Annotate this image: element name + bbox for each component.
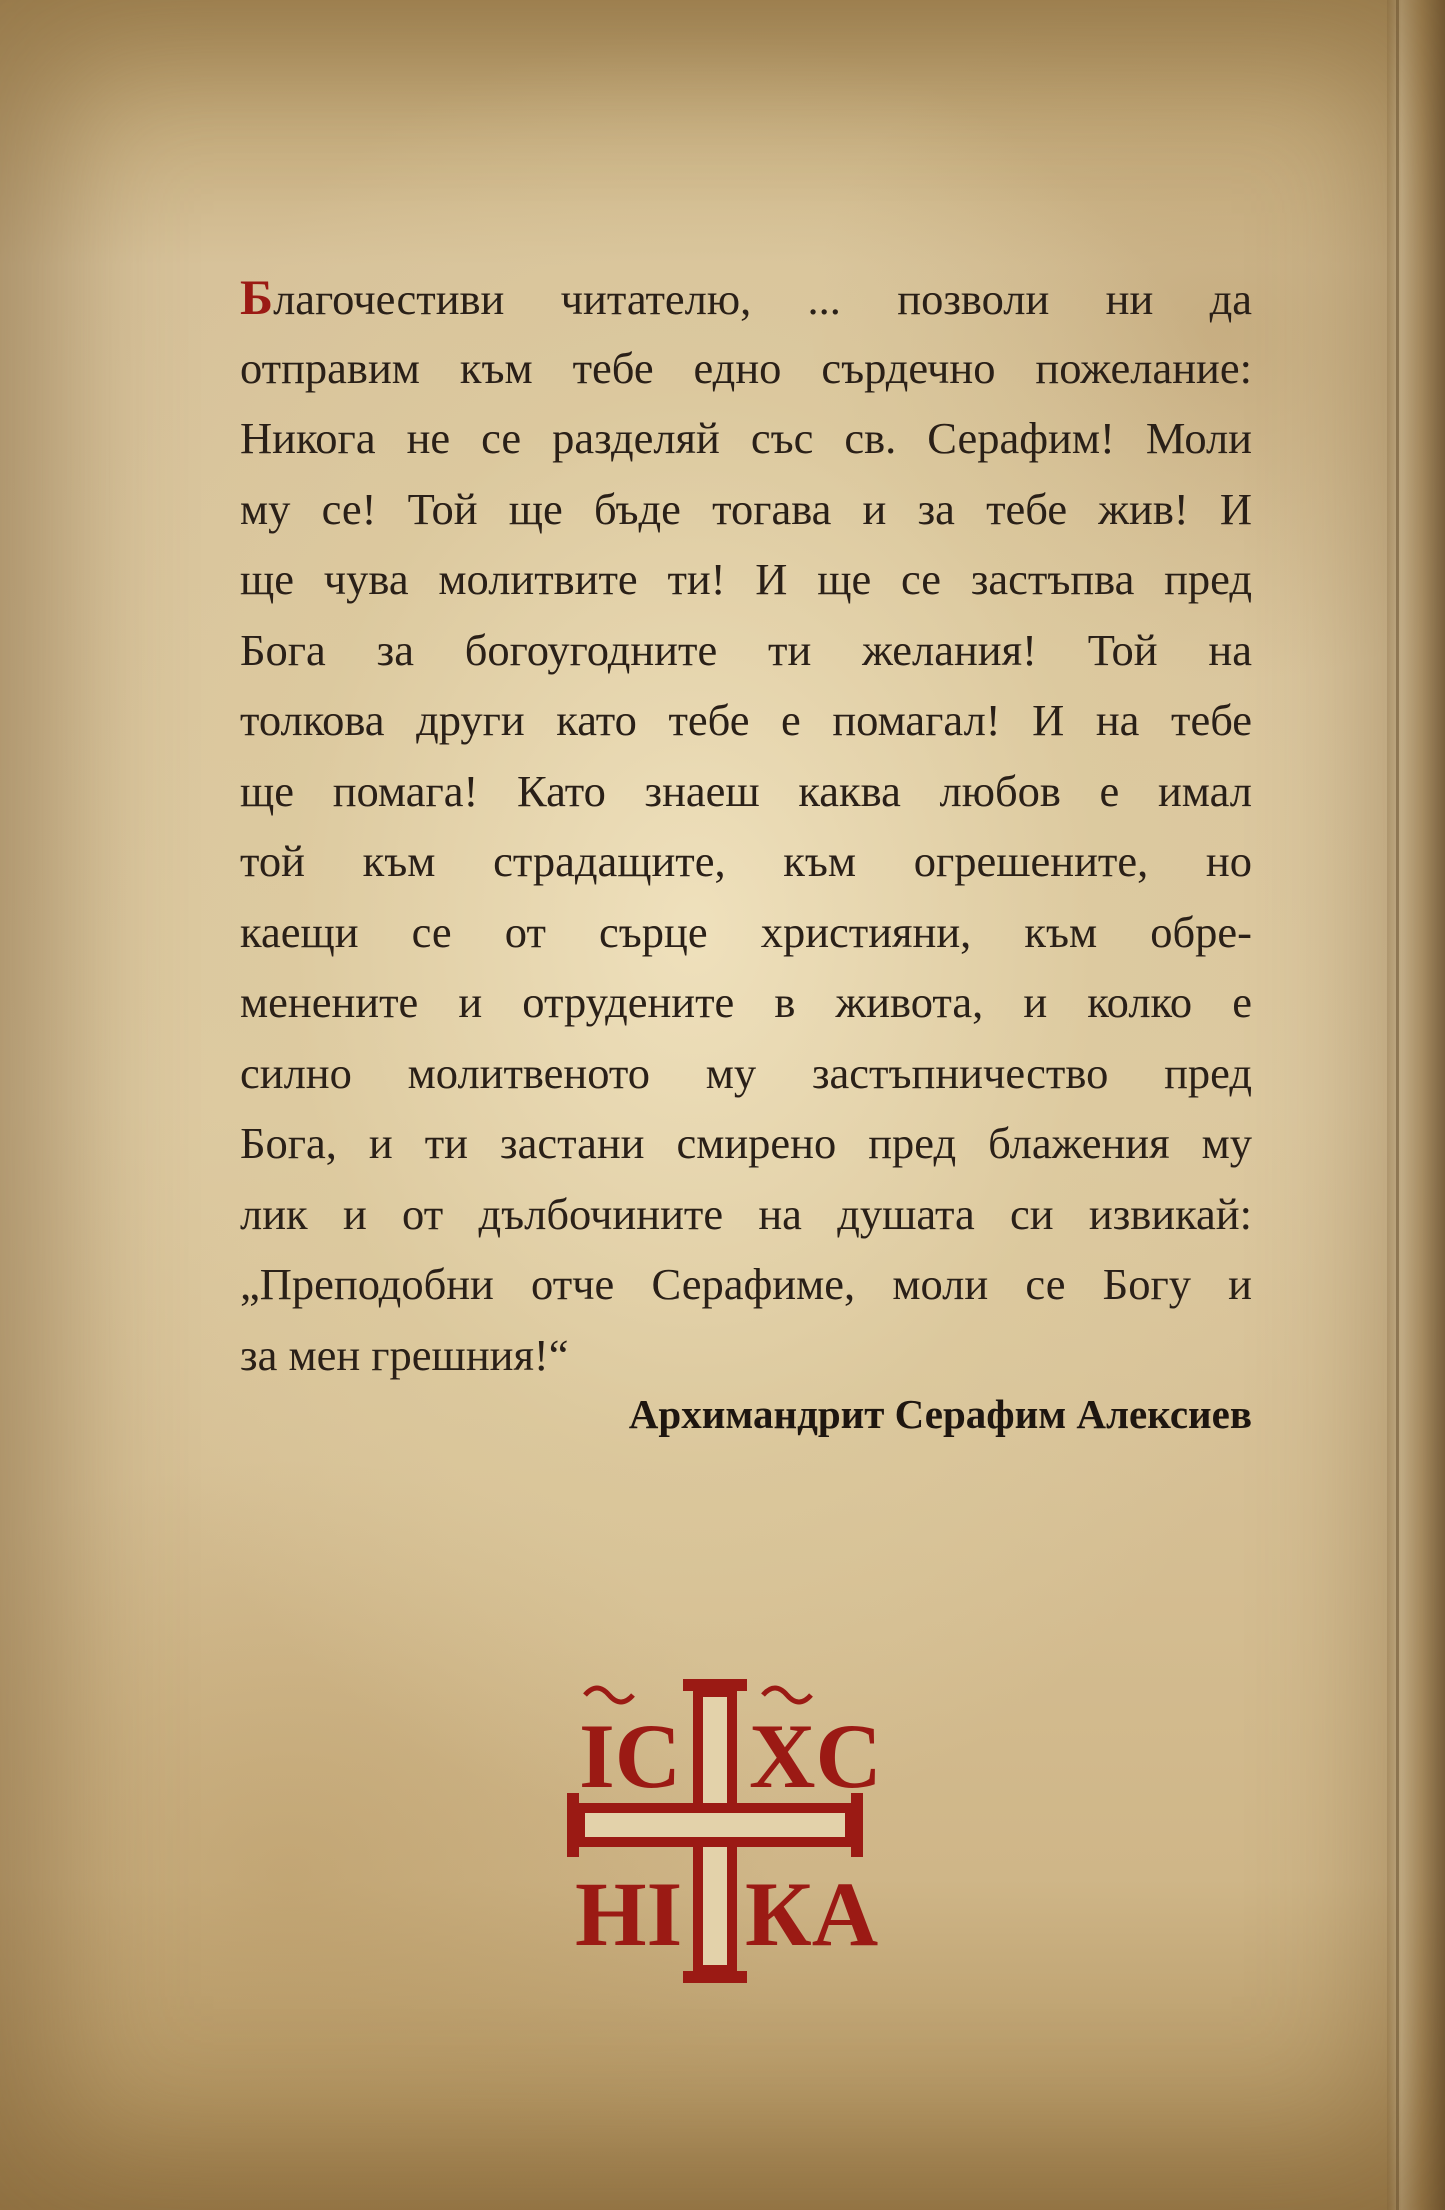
quote-text-block — [240, 262, 1252, 1390]
emblem-ic-label: IC — [579, 1705, 682, 1807]
quote-line: Никога не се разделяй със св. Серафим! Моли — [240, 413, 1252, 463]
ic-xc-nika-cross-emblem — [565, 1675, 882, 1985]
emblem-ni-label: НI — [575, 1863, 683, 1965]
emblem-ka-label: КА — [745, 1863, 879, 1965]
drop-cap-letter: Б — [240, 269, 274, 325]
spine-fold-line — [1396, 0, 1399, 2210]
quote-line: за мен грешния!“ — [240, 1329, 569, 1380]
quote-line: Бога, и ти застани смирено пред блажения му — [240, 1118, 1252, 1168]
quote-line: лик и от дълбочините на душата си извикай: — [240, 1188, 1252, 1239]
quote-line: толкова други като тебе е помагал! И на тебе — [240, 695, 1252, 745]
quote-line: силно молитвеното му застъпничество пред — [240, 1047, 1252, 1098]
author-signature: Архимандрит Серафим Алексиев — [628, 1391, 1252, 1437]
quote-line: той към страдащите, към огрешените, но — [240, 836, 1252, 886]
quote-line: каещи се от сърце християни, към обре- — [240, 906, 1252, 957]
quote-line: му се! Той ще бъде тогава и за тебе жив! И — [240, 483, 1252, 534]
quote-line: менените и отрудените в живота, и колко е — [240, 977, 1252, 1027]
emblem-xc-label: XC — [749, 1705, 882, 1807]
quote-line: ще помага! Като знаеш каква любов е имал — [240, 765, 1252, 816]
cross-icon — [565, 1675, 882, 1985]
quote-line: Благочестиви читателю, ... позволи ни да — [240, 269, 1252, 325]
quote-line: ще чува молитвите ти! И ще се застъпва пред — [240, 554, 1252, 604]
quote-line: „Преподобни отче Серафиме, моли се Богу и — [240, 1259, 1252, 1309]
quote-line: отправим към тебе едно сърдечно пожелание: — [240, 342, 1252, 393]
quote-line: Бога за богоугодните ти желания! Той на — [240, 624, 1252, 675]
